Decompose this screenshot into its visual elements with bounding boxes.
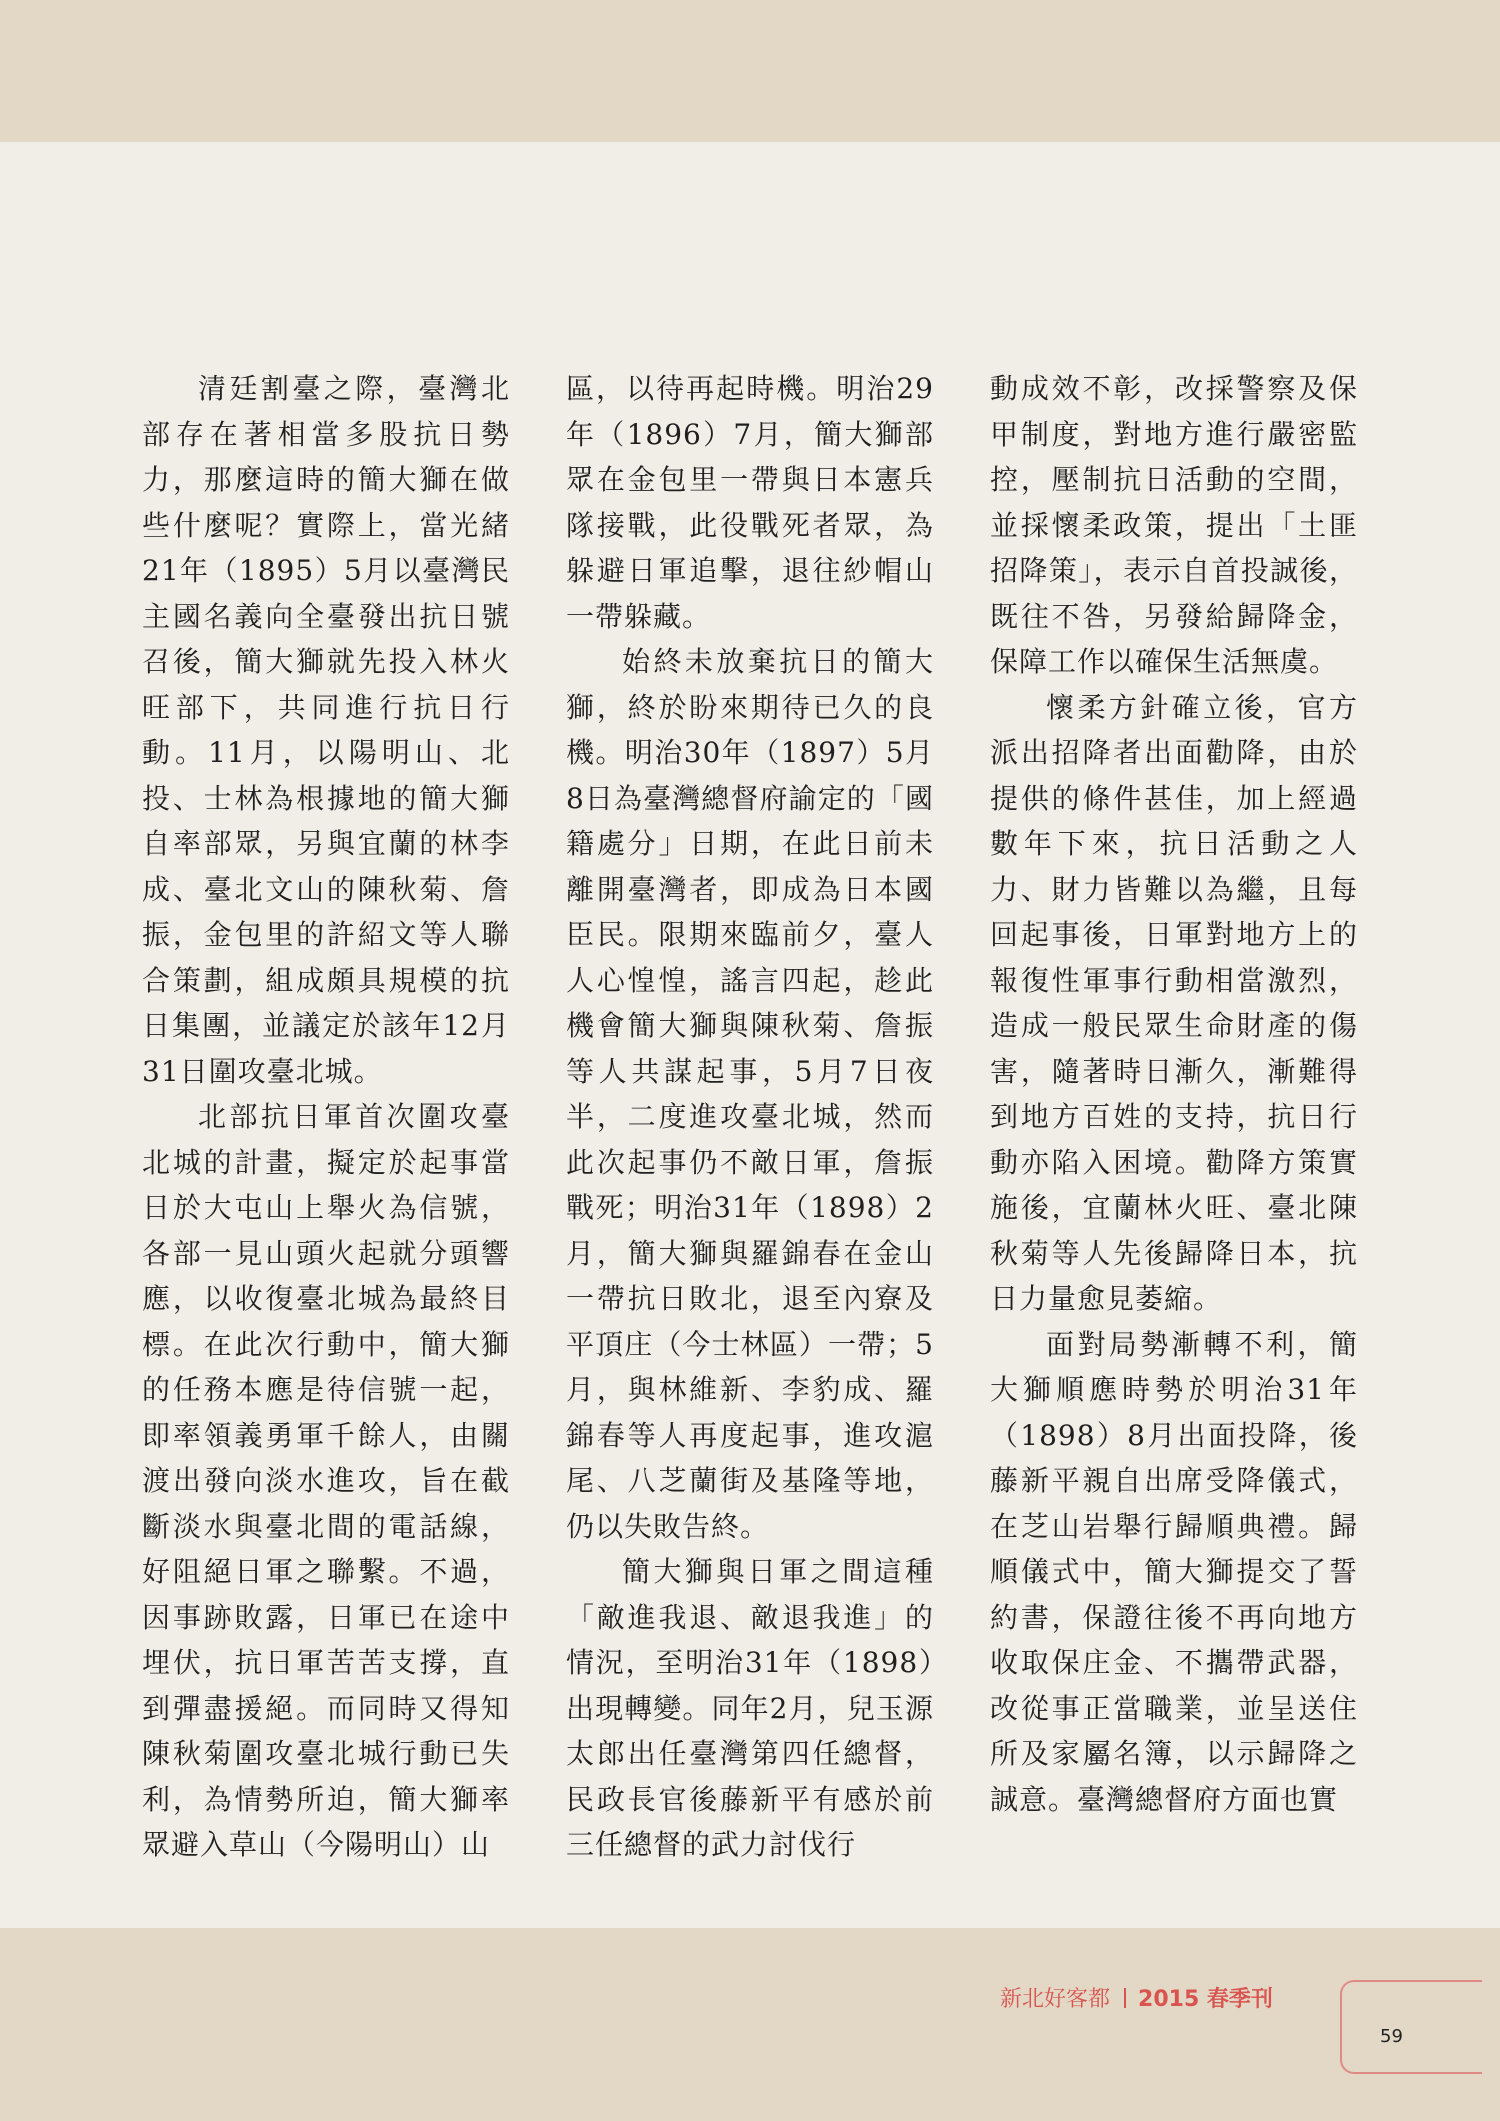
page-number-frame (1340, 1980, 1482, 2074)
article-paragraph: 面對局勢漸轉不利，簡大獅順應時勢於明治31年（1898）8月出面投降，後藤新平親自出席受降儀式，在芝山岩舉行歸順典禮。歸順儀式中，簡大獅提交了誓約書，保證往後不再向地方收取保庄金、不攜帶武器，改從事正當職業，並呈送住所及家屬名簿，以示歸降之誠意。臺灣總督府方面也實 (990, 1327, 1358, 1816)
article-paragraph-continued: 動成效不彰，改採警察及保甲制度，對地方進行嚴密監控，壓制抗日活動的空間，並採懷柔政策，提出「土匪招降策」，表示自首投誠後，既往不咎，另發給歸降金，保障工作以確保生活無虞。 (990, 372, 1358, 678)
footer-separator (1124, 1988, 1126, 2008)
article-column-2 (566, 366, 934, 1866)
article-column-1 (142, 366, 510, 1866)
page-number: 59 (1380, 2026, 1403, 2047)
article-paragraph-continued: 區，以待再起時機。明治29年（1896）7月，簡大獅部眾在金包里一帶與日本憲兵隊接戰，此役戰死者眾，為躲避日軍追擊，退往紗帽山一帶躲藏。 (566, 372, 934, 633)
top-band (0, 0, 1500, 142)
article-column-3 (990, 366, 1358, 1866)
article-paragraph: 北部抗日軍首次圍攻臺北城的計畫，擬定於起事當日於大屯山上舉火為信號，各部一見山頭火起就分頭響應，以收復臺北城為最終目標。在此次行動中，簡大獅的任務本應是待信號一起，即率領義勇軍千餘人，由關渡出發向淡水進攻，旨在截斷淡水與臺北間的電話線，好阻絕日軍之聯繫。不過，因事跡敗露，日軍已在途中埋伏，抗日軍苦苦支撐，直到彈盡援絕。而同時又得知陳秋菊圍攻臺北城行動已失利，為情勢所迫，簡大獅率眾避入草山（今陽明山）山 (142, 1100, 510, 1861)
article-paragraph: 清廷割臺之際，臺灣北部存在著相當多股抗日勢力，那麼這時的簡大獅在做些什麼呢？實際上，當光緒21年（1895）5月以臺灣民主國名義向全臺發出抗日號召後，簡大獅就先投入林火旺部下，共同進行抗日行動。11月，以陽明山、北投、士林為根據地的簡大獅自率部眾，另與宜蘭的林李成、臺北文山的陳秋菊、詹振，金包里的許紹文等人聯合策劃，組成頗具規模的抗日集團，並議定於該年12月31日圍攻臺北城。 (142, 372, 510, 1088)
article-paragraph: 簡大獅與日軍之間這種「敵進我退、敵退我進」的情況，至明治31年（1898）出現轉變。同年2月，兒玉源太郎出任臺灣第四任總督，民政長官後藤新平有感於前三任總督的武力討伐行 (566, 1555, 934, 1861)
article-paragraph: 懷柔方針確立後，官方派出招降者出面勸降，由於提供的條件甚佳，加上經過數年下來，抗日活動之人力、財力皆難以為繼，且每回起事後，日軍對地方上的報復性軍事行動相當激烈，造成一般民眾生命財產的傷害，隨著時日漸久，漸難得到地方百姓的支持，抗日行動亦陷入困境。勸降方策實施後，宜蘭林火旺、臺北陳秋菊等人先後歸降日本，抗日力量愈見萎縮。 (990, 690, 1358, 1315)
bottom-band (0, 1928, 1500, 2121)
issue-label: 2015 春季刊 (1138, 1987, 1273, 2012)
article-paragraph: 始終未放棄抗日的簡大獅，終於盼來期待已久的良機。明治30年（1897）5月8日為臺灣總督府諭定的「國籍處分」日期，在此日前未離開臺灣者，即成為日本國臣民。限期來臨前夕，臺人人心惶惶，謠言四起，趁此機會簡大獅與陳秋菊、詹振等人共謀起事，5月7日夜半，二度進攻臺北城，然而此次起事仍不敵日軍，詹振戰死；明治31年（1898）2月，簡大獅與羅錦春在金山一帶抗日敗北，退至內寮及平頂庄（今士林區）一帶；5月，與林維新、李豹成、羅錦春等人再度起事，進攻滬尾、八芝蘭街及基隆等地，仍以失敗告終。 (566, 645, 934, 1543)
publication-name: 新北好客都 (1000, 1987, 1111, 2012)
footer-title (1000, 1982, 1330, 2013)
